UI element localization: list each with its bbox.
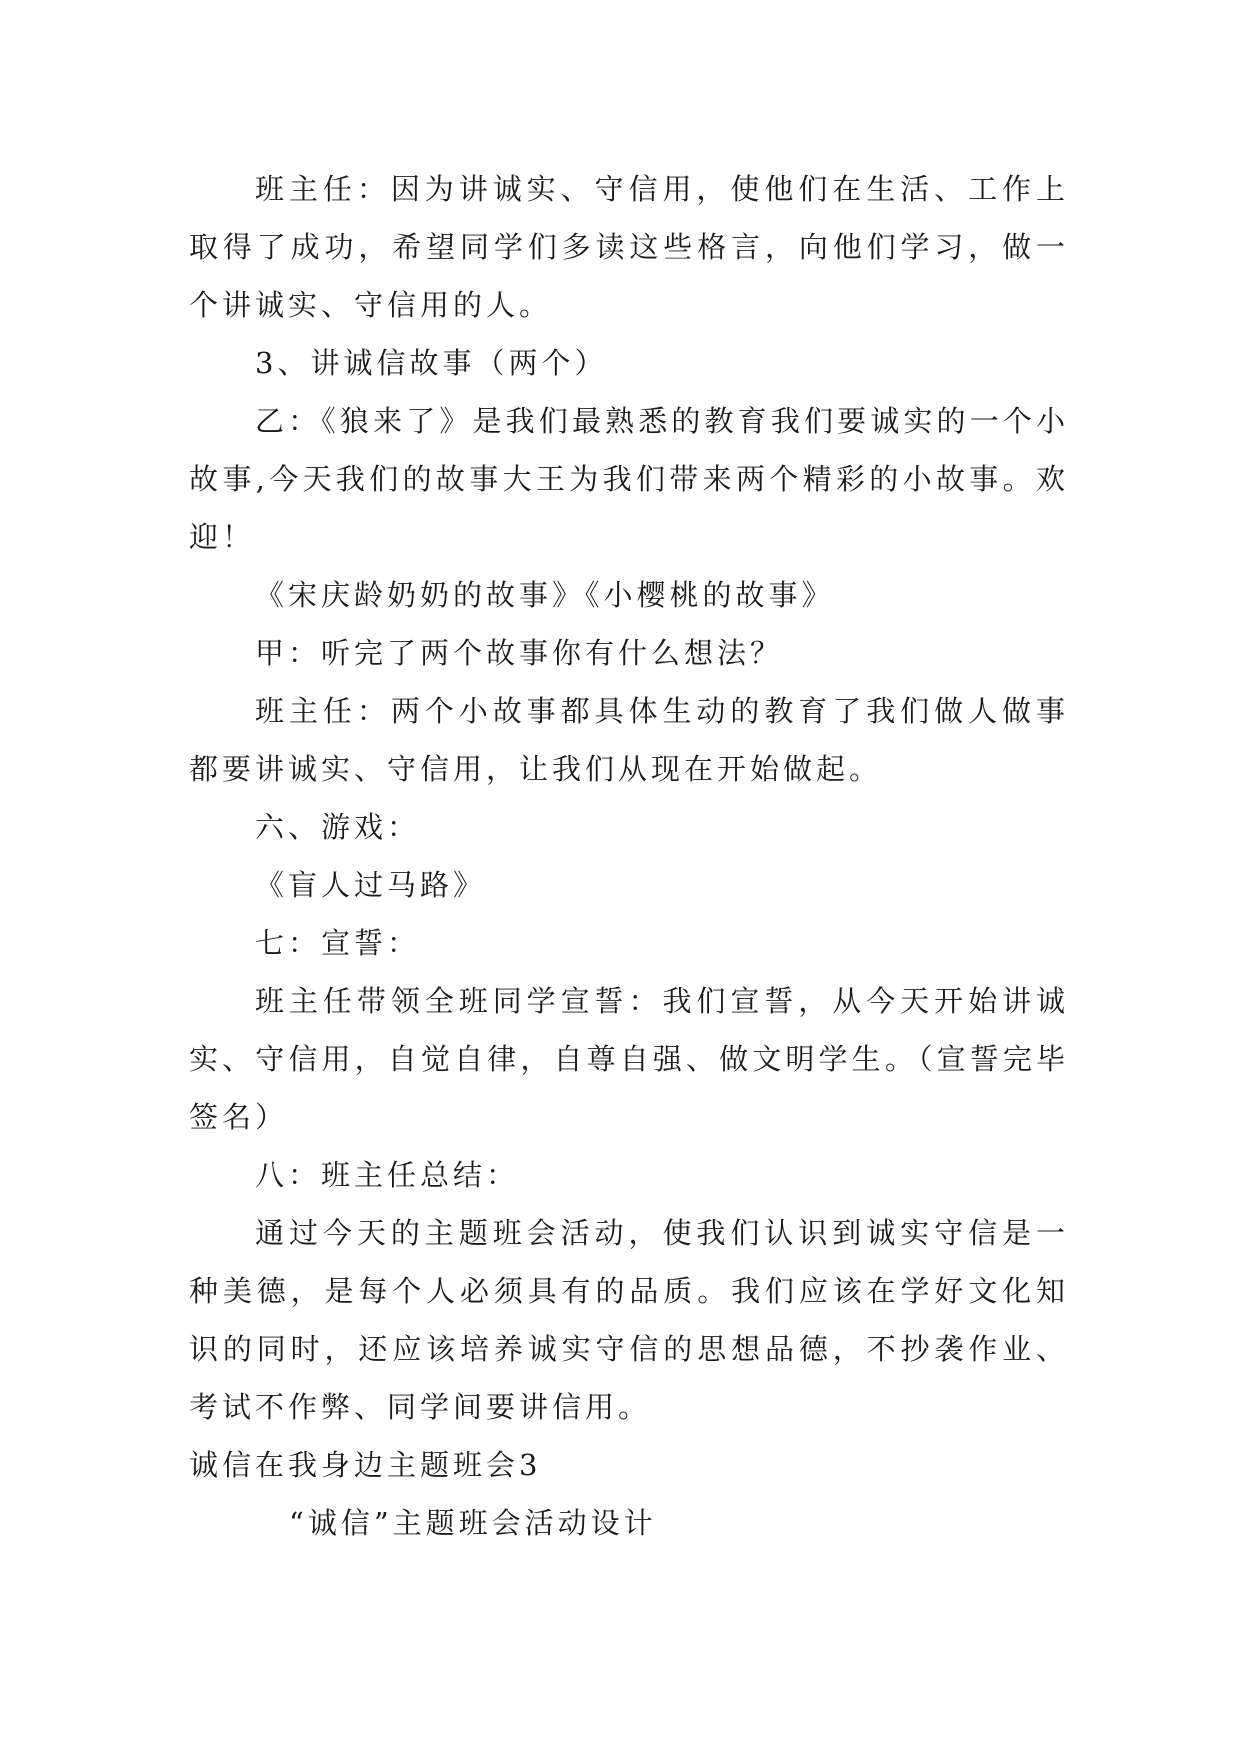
story-titles: 《宋庆龄奶奶的故事》《小樱桃的故事》 xyxy=(255,578,835,612)
section-heading: 八：班主任总结： xyxy=(255,1158,520,1192)
paragraph: 甲：听完了两个故事你有什么想法？ xyxy=(255,636,784,670)
paragraph: 通过今天的主题班会活动，使我们认识到诚实守信是一种美德，是每个人必须具有的品质。我们应该在学好文化知识的同时，还应该培养诚实守信的思想品德，不抄袭作业、考试不作弊、同学间要讲信用。 xyxy=(189,1216,1069,1424)
document-title: 诚信在我身边主题班会3 xyxy=(189,1448,542,1482)
paragraph: 班主任：两个小故事都具体生动的教育了我们做人做事都要讲诚实、守信用，让我们从现在开始做起。 xyxy=(189,694,1069,786)
section-heading: 3、讲诚信故事（两个） xyxy=(255,346,608,380)
paragraph: 班主任：因为讲诚实、守信用，使他们在生活、工作上取得了成功，希望同学们多读这些格言，向他们学习，做一个讲诚实、守信用的人。 xyxy=(189,172,1069,322)
document-subtitle: “诚信”主题班会活动设计 xyxy=(289,1506,657,1540)
section-heading: 六、游戏： xyxy=(255,810,421,844)
section-heading: 七：宣誓： xyxy=(255,926,421,960)
game-title: 《盲人过马路》 xyxy=(255,868,487,902)
paragraph: 班主任带领全班同学宣誓：我们宣誓，从今天开始讲诚实、守信用，自觉自律，自尊自强、做文明学生。（宣誓完毕签名） xyxy=(189,984,1069,1134)
document-body xyxy=(189,160,1069,1552)
paragraph: 乙：《狼来了》是我们最熟悉的教育我们要诚实的一个小故事,今天我们的故事大王为我们带来两个精彩的小故事。欢迎！ xyxy=(189,404,1069,554)
